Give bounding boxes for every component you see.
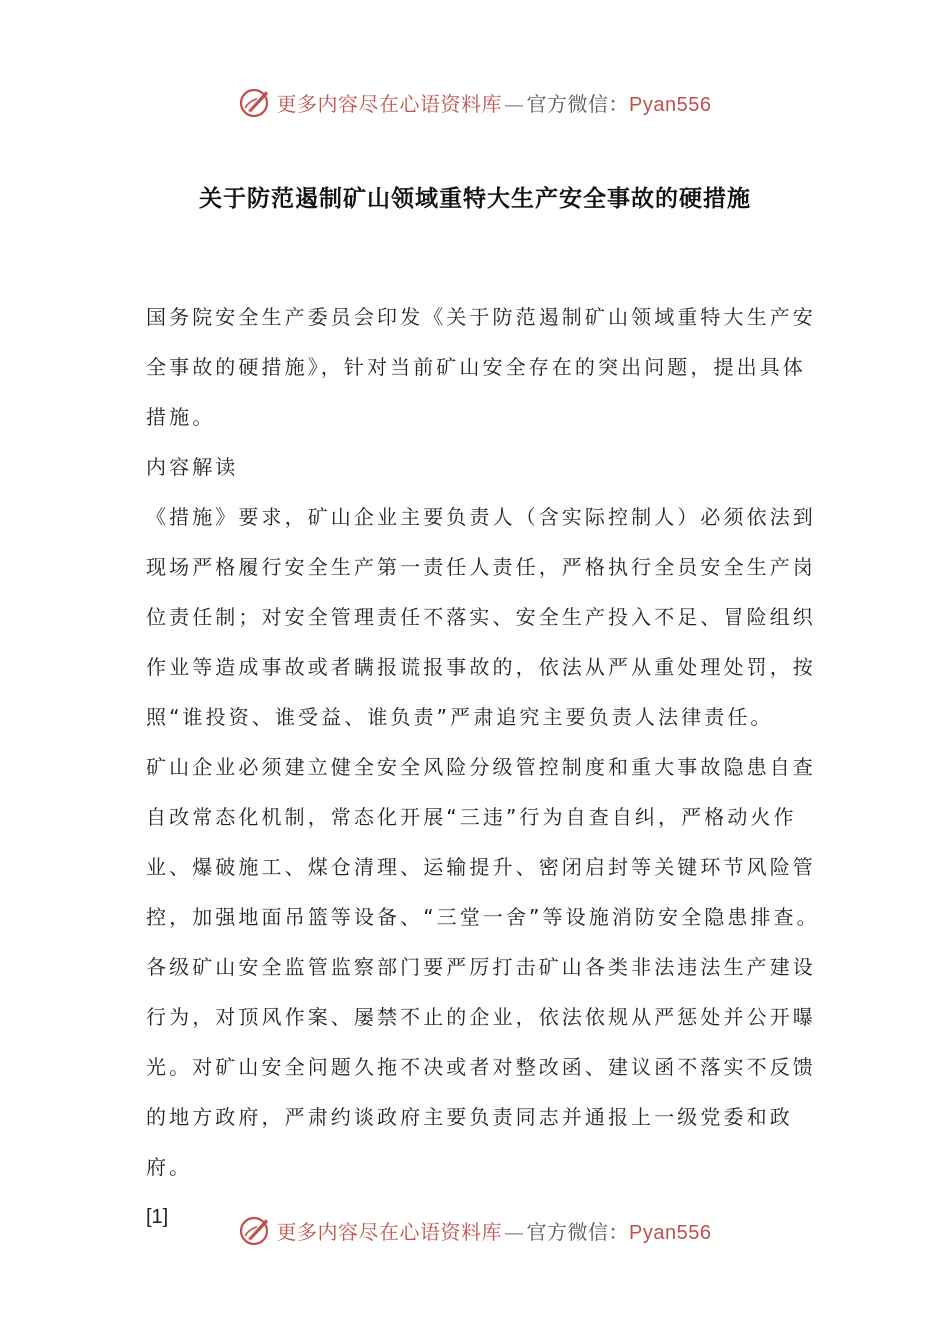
banner-wechat-id: Pyan556	[629, 93, 712, 116]
header-watermark-banner	[0, 82, 950, 122]
banner-dash: —	[504, 1219, 525, 1244]
paragraph-intro: 国务院安全生产委员会印发《关于防范遏制矿山领域重特大生产安全事故的硬措施》，针对当前矿山安全存在的突出问题，提出具体措施。	[146, 305, 816, 429]
document-title: 关于防范遏制矿山领域重特大生产安全事故的硬措施	[199, 186, 751, 212]
quill-logo-icon	[239, 85, 273, 119]
paragraph-responsibility: 《措施》要求，矿山企业主要负责人（含实际控制人）必须依法到现场严格履行安全生产第一责任人责任，严格执行全员安全生产岗位责任制；对安全管理责任不落实、安全生产投入不足、冒险组织作业等造成事故或者瞒报谎报事故的，依法从严从重处理处罚，按照“谁投资、谁受益、谁负责”严肃追究主要负责人法律责任。	[146, 505, 816, 729]
document-body	[146, 292, 820, 1242]
paragraph-risk-control: 矿山企业必须建立健全安全风险分级管控制度和重大事故隐患自查自改常态化机制，常态化开展“三违”行为自查自纠，严格动火作业、爆破施工、煤仓清理、运输提升、密闭启封等关键环节风险管控，加强地面吊篮等设备、“三堂一舍”等设施消防安全隐患排查。	[146, 755, 820, 929]
banner-text: 更多内容尽在心语资料库	[276, 91, 503, 116]
quill-logo-icon	[239, 1213, 273, 1247]
paragraph-heading: 内容解读	[146, 455, 239, 479]
banner-wechat-id: Pyan556	[629, 1221, 712, 1244]
banner-wechat-label: 官方微信：	[526, 1219, 630, 1244]
paragraph-supervision: 各级矿山安全监管监察部门要严厉打击矿山各类非法违法生产建设行为，对顶风作案、屡禁不止的企业，依法依规从严惩处并公开曝光。对矿山安全问题久拖不决或者对整改函、建议函不落实不反馈的地方政府，严肃约谈政府主要负责同志并通报上一级党委和政府。	[146, 955, 816, 1179]
banner-wechat-label: 官方微信：	[526, 91, 630, 116]
banner-dash: —	[504, 91, 525, 116]
reference-marker: [1]	[146, 1206, 169, 1228]
footer-watermark-banner	[0, 1210, 950, 1250]
banner-text: 更多内容尽在心语资料库	[276, 1219, 503, 1244]
